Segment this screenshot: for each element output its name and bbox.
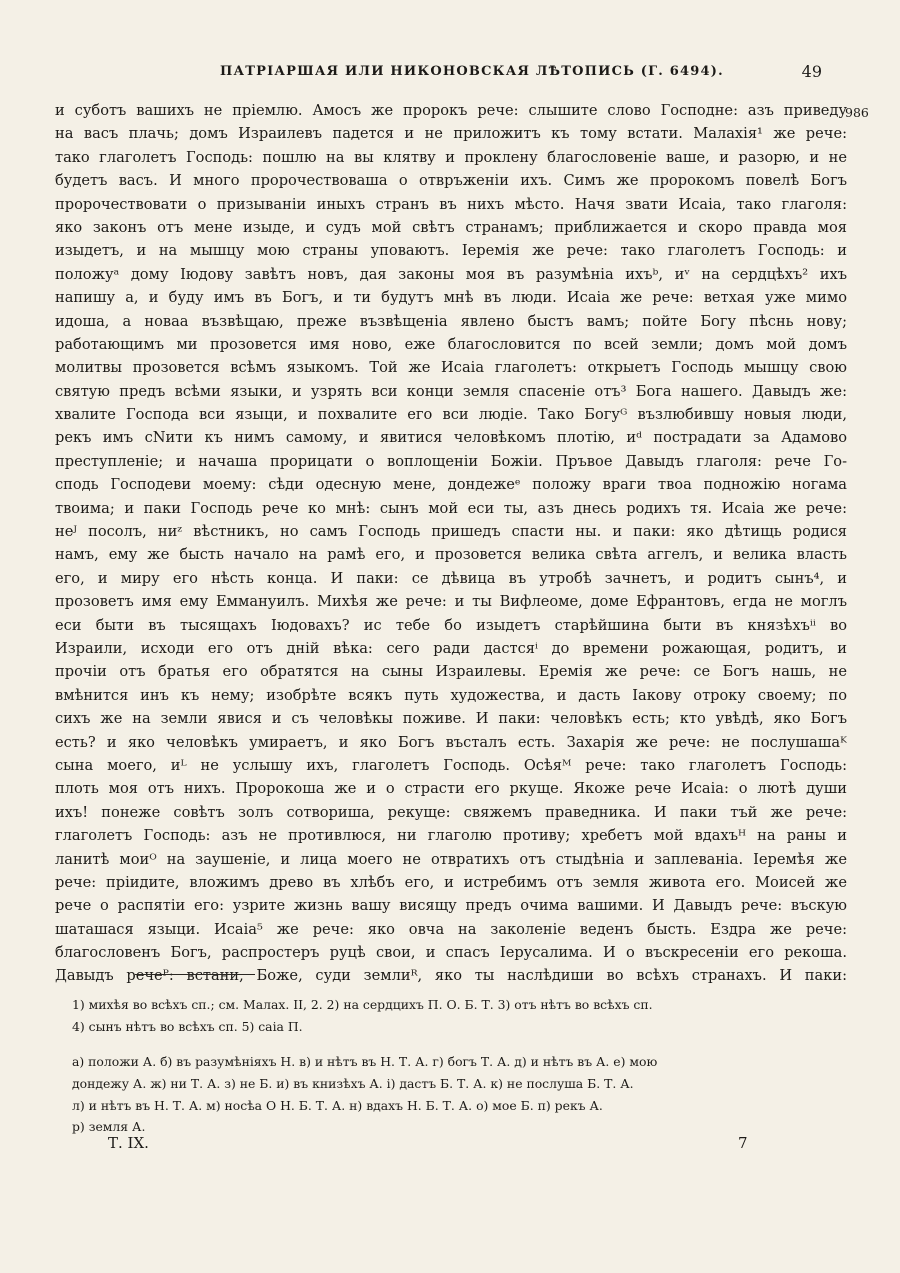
text-line: сына моего, иᴸ не услышу ихъ, глаголетъ Господь. Осѣяᴹ рече: тако глаголетъ Господь: — [55, 756, 847, 774]
text-line: рече: пріидите, вложимъ древо въ хлѣбъ его, и истребимъ отъ земля живота его. Моисей же — [55, 873, 847, 891]
volume-signature: Т. IX. — [108, 1134, 149, 1152]
chronicle-title: ПАТРІАРШАЯ ИЛИ НИКОНОВСКАЯ ЛѢТОПИСЬ (Г. 6494). — [220, 64, 724, 79]
text-line: молитвы прозовется всѣмъ языкомъ. Той же Исаіа глаголетъ: открыетъ Господь мышцу свою — [55, 359, 847, 377]
text-line: еси быти въ тысящахъ Іюдовахъ? ис тебе бо изыдетъ старѣйшина быти въ князѣхъⁱⁱ во — [55, 616, 847, 634]
sheet-signature: 7 — [738, 1134, 748, 1152]
text-line: яко законъ отъ мене изыде, и судъ мой свѣтъ странамъ; приближается и скоро правда моя — [55, 218, 847, 236]
text-line: намъ, ему же бысть начало на рамѣ его, и прозовется велика свѣта аггелъ, и велика власть — [55, 546, 847, 564]
text-line: пророчествовати о призываніи иныхъ странъ въ нихъ мѣсто. Начя звати Исаіа, тако глаголя: — [55, 195, 847, 213]
text-line: глаголетъ Господь: азъ не противлюся, ни глаголю противу; хребетъ мой вдахъᴴ на раны и — [55, 827, 847, 845]
text-line: плоть моя отъ нихъ. Пророкоша же и о страсти его ркуще. Якоже рече Исаіа: о лютѣ души — [55, 780, 847, 798]
text-line: шаташася языци. Исаіа⁵ же рече: яко овча на заколеніе веденъ бысть. Ездра же рече: — [55, 920, 847, 938]
text-line: ихъ! понеже совѣтъ золъ сотвориша, рекуще: свяжемъ праведника. И паки тъй же рече: — [55, 803, 847, 821]
text-line: на васъ плачь; домъ Израилевъ падется и не приложитъ къ тому встати. Малахія¹ же рече: — [55, 125, 847, 143]
page-number: 49 — [801, 62, 822, 81]
footnote-line: дондежу А. ж) ни Т. А. з) не Б. и) въ книзѣхъ А. і) дастъ Б. Т. А. к) не послуша Б. Т. А. — [72, 1075, 634, 1091]
text-line: сподь Господеви моему: сѣди одесную мене, дондежеᵉ положу враги твоа подножію ногама — [55, 476, 847, 494]
text-line: его, и миру его нѣсть конца. И паки: се дѣвица въ утробѣ зачнетъ, и родитъ сынъ⁴, и — [55, 569, 847, 587]
text-line: Давыдъ речеᴾ: встани, Боже, суди землиᴿ, яко ты наслѣдиши во всѣхъ странахъ. И паки: — [55, 967, 847, 985]
lettered-footnotes — [72, 1051, 852, 1138]
text-line: работающимъ ми прозовется имя ново, еже благословится по всей земли; домъ мой домъ — [55, 335, 847, 353]
margin-year-note: 986 — [845, 105, 869, 120]
main-text — [55, 99, 847, 988]
text-line: будетъ васъ. И много пророчествоваша о отвръженіи ихъ. Симъ же пророкомъ повелѣ Богъ — [55, 172, 847, 190]
text-line: прочіи отъ братья его обратятся на сыны Израилевы. Еремія же рече: се Богъ нашь, не — [55, 663, 847, 681]
footnote-line: 4) сынъ нѣтъ во всѣхъ сп. 5) саіа П. — [72, 1018, 303, 1034]
footnote-divider — [135, 974, 255, 975]
footnote-line: 1) михѣя во всѣхъ сп.; см. Малах. II, 2. 2) на сердцихъ П. О. Б. Т. 3) отъ нѣтъ во всѣхъ сп. — [72, 997, 653, 1012]
footnote-line: л) и нѣтъ въ Н. Т. А. м) носѣа О Н. Б. Т. А. н) вдахъ Н. Б. Т. А. о) мое Б. п) рекъ А. — [72, 1097, 603, 1113]
text-line: рече о распятіи его: узрите жизнь вашу висящу предъ очима вашими. И Давыдъ рече: въскую — [55, 897, 847, 915]
text-line: ланитѣ моиᴼ на заушеніе, и лица моего не отвратихъ отъ стыдѣніа и заплеваніа. Іеремѣя же — [55, 850, 847, 868]
text-line: святую предъ всѣми языки, и узрять вси конци земля спасеніе отъ³ Бога нашего. Давыдъ же: — [55, 382, 847, 400]
text-line: есть? и яко человѣкъ умираетъ, и яко Богъ въсталъ есть. Захарія же рече: не послушашаᴷ — [55, 733, 847, 751]
text-line: тако глаголетъ Господь: пошлю на вы клятву и проклену благословеніе ваше, и разорю, и не — [55, 148, 847, 166]
text-line: сихъ же на земли явися и съ человѣкы поживе. И паки: человѣкъ есть; кто увѣдѣ, яко Богъ — [55, 710, 847, 728]
text-line: твоима; и паки Господь рече ко мнѣ: сынъ мой еси ты, азъ днесь родихъ тя. Исаіа же рече: — [55, 499, 847, 517]
text-line: вмѣнится инъ къ нему; изобрѣте всякъ путь художества, и дасть Іакову отроку своему; по — [55, 686, 847, 704]
text-line: неᴶ посолъ, ниᶻ вѣстникъ, но самъ Господь пришедъ спасти ны. и паки: яко дѣтищь родися — [55, 523, 847, 541]
footnote-line: р) земля А. — [72, 1119, 146, 1135]
text-line: положуᵃ дому Іюдову завѣтъ новъ, дая законы моя въ разумѣніа ихъᵇ, иᵛ на сердцѣхъ² ихъ — [55, 265, 847, 283]
running-header — [55, 62, 838, 86]
text-line: благословенъ Богъ, распростеръ руцѣ свои, и спасъ Іерусалима. И о въскресеніи его рекоша. — [55, 944, 847, 962]
footnote-line: а) положи А. б) въ разумѣніяхъ Н. в) и нѣтъ въ Н. Т. А. г) богъ Т. А. д) и нѣтъ въ А. е) мою — [72, 1054, 658, 1069]
text-line: рекъ имъ сNити къ нимъ самому, и явитися человѣкомъ плотію, иᵈ пострадати за Адамово — [55, 429, 847, 447]
numbered-footnotes — [72, 994, 852, 1038]
text-line: хвалите Господа вси языци, и похвалите его вси людіе. Тако Богуᴳ възлюбившу новыя люди, — [55, 406, 847, 424]
text-line: преступленіе; и начаша прорицати о воплощеніи Божіи. Пръвое Давыдъ глаголя: рече Го- — [55, 452, 847, 470]
text-line: прозоветъ имя ему Еммануилъ. Михѣя же рече: и ты Вифлеоме, доме Ефрантовъ, егда не моглъ — [55, 593, 847, 611]
text-line: и суботъ вашихъ не пріемлю. Амосъ же пророкъ рече: слышите слово Господне: азъ приведу — [55, 102, 847, 119]
text-line: Израили, исходи его отъ дній вѣка: сего ради дастсяⁱ до времени рожающая, родитъ, и — [55, 639, 847, 657]
text-line: изыдетъ, и на мышцу мою страны уповаютъ. Іеремія же рече: тако глаголетъ Господь: и — [55, 242, 847, 260]
text-line: напишу а, и буду имъ въ Богъ, и ти будутъ мнѣ въ люди. Исаіа же рече: ветхая уже мимо — [55, 289, 847, 307]
text-line: идоша, а новаа възвѣщаю, преже възвѣщеніа явлено быстъ вамъ; пойте Богу пѣснь нову; — [55, 312, 847, 330]
